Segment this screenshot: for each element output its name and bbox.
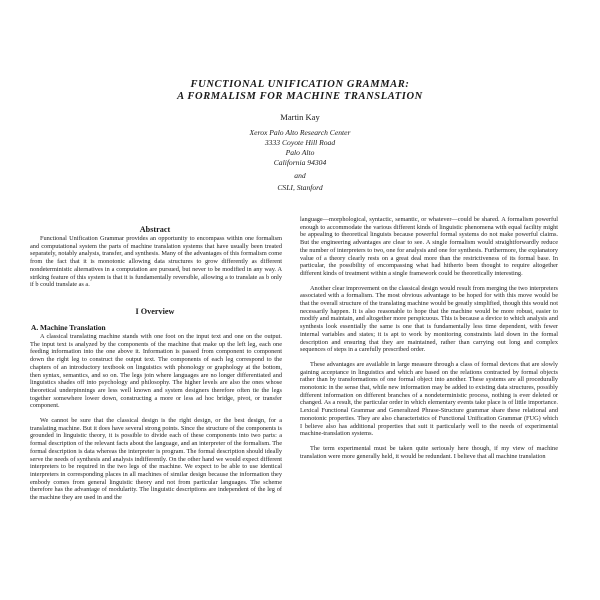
abstract-text: [30, 235, 282, 289]
body-paragraph: These advantages are available in large measure through a class of formal devices that are slowly gaining acceptance in linguistics and which are based on the relations contracted by formal objects rather than by transformations of one formal object into another. These systems are all procedurally monotonic in the sense that, while new information may be added to existing data structures, possibly different information on different branches of a nondeterministic process, nothing is ever deleted or changed. As a result, the particular order in which elementary events take place is of little importance. Lexical Functional Grammar and Generalized Phrase-Structure grammar share these relational and monotonic properties. They are also characteristics of Functional Unification Grammar (FUG) which I believe also has additional properties that suit it particularly well to the needs of experimental machine-translation systems.: [300, 360, 558, 438]
affiliation-org: Xerox Palo Alto Research Center: [249, 128, 351, 137]
paper-title-line-2: A FORMALISM FOR MACHINE TRANSLATION: [177, 91, 423, 102]
body-paragraph: Another clear improvement on the classical design would result from merging the two interpreters associated with a formalism. The most obvious advantage to be hoped for with this move would be that the overall structure of the translating machine would be greatly simplified, though this would not necessarily happen. It is also reasonable to hope that the machine would be more robust, easier to modify and maintain, and altogether more perspicuous. This is because a device to which analysis and synthesis look essentially the same is one that is fundamentally less time dependent, with fewer internal variables and states; it is apt to work by monitoring constraints laid down in the formal description and ensuring that they are maintained, rather than carrying out long and complex sequences of steps in a carefully prescribed order.: [300, 284, 558, 354]
body-paragraph: The term experimental must be taken quite seriously here though, if my view of machine translation were more generally held, it would be redundant. I believe that all machine translation: [300, 444, 558, 460]
author-name: Martin Kay: [280, 112, 320, 122]
body-paragraph: language—morphological, syntactic, semantic, or whatever—could be shared. A formalism powerful enough to accommodate the various different kinds of linguistic phenomena with equal facility might be appealing to theoretical linguists because powerful formal systems do not make powerful claims. But the engineering advantages are clear to see. A single formalism would straightforwardly reduce the number of interpreters to two, one for analysis and one for synthesis. Furthermore, the explanatory value of a theory clearly rests on a great deal more than the restrictiveness of its formal base. In particular, the possibility of encompassing what had hitherto been thought to require altogether different kinds of treatment within a single framework could be theoretically interesting.: [300, 216, 558, 277]
body-paragraph: A classical translating machine stands with one foot on the input text and one on the output. The input text is analyzed by the components of the machine that make up the left leg, each one feeding information into the one above it. Information is passed from component to component down the right leg to construct the output text. The components of each leg correspond to the chapters of an introductory textbook on linguistics with phonology or graphology at the bottom, then syntax, semantics, and so on. The legs join where languages are no longer differentiated and linguistics shades off into psychology and philosophy. The higher levels are also the ones whose theoretical underpinnings are less well known and system designers therefore often tie the legs together somewhere lower down, constructing a more or less ad hoc bridge, pivot, or transfer component.: [30, 333, 282, 410]
affiliation-csli: CSLI, Stanford: [277, 183, 323, 192]
body-paragraph: We cannot be sure that the classical design is the right design, or the best design, for a translating machine. But it does have several strong points. Since the structure of the components is grounded in linguistic theory, it is possible to divide each of these components into two parts: a formal description of the relevant facts about the language, and an interpreter of the formalism. The formal description is data whereas the interpreter is program. The formal description should ideally serve the needs of synthesis and analysis indifferently. On the other hand we would expect different interpreters to be required in the two legs of the machine. We expect to be able to use identical interpreters in corresponding places in all machines of similar design because the information they embody comes from general linguistic theory and not from particular languages. The scheme therefore has the advantage of modularity. The linguistic descriptions are independent of the leg of the machine they are used in and the: [30, 417, 282, 502]
affiliation-state: California 94304: [273, 158, 327, 167]
right-column: [300, 216, 558, 460]
paper-title-line-1: FUNCTIONAL UNIFICATION GRAMMAR:: [190, 79, 410, 90]
section-heading: I Overview: [135, 307, 175, 316]
abstract-paragraph: Functional Unification Grammar provides an opportunity to encompass within one formalism and computational system the parts of machine translation systems that have usually been treated separately, notably analysis, transfer, and synthesis. Many of the advantages of this formalism come from the fact that it is monotonic allowing data structures to grow differently as different nondeterministic alternatives in a computation are pursued, but never to be modified in any way. A striking feature of this system is that it is fundamentally reversible, allowing a to translate as b only if b could translate as a.: [30, 235, 282, 289]
affiliation-city: Palo Alto: [285, 148, 315, 157]
affiliation-street: 3333 Coyote Hill Road: [264, 138, 336, 147]
left-column: [30, 333, 282, 502]
abstract-heading: Abstract: [139, 225, 171, 234]
subsection-heading: A. Machine Translation: [31, 323, 106, 332]
affiliation-and: and: [294, 171, 306, 180]
